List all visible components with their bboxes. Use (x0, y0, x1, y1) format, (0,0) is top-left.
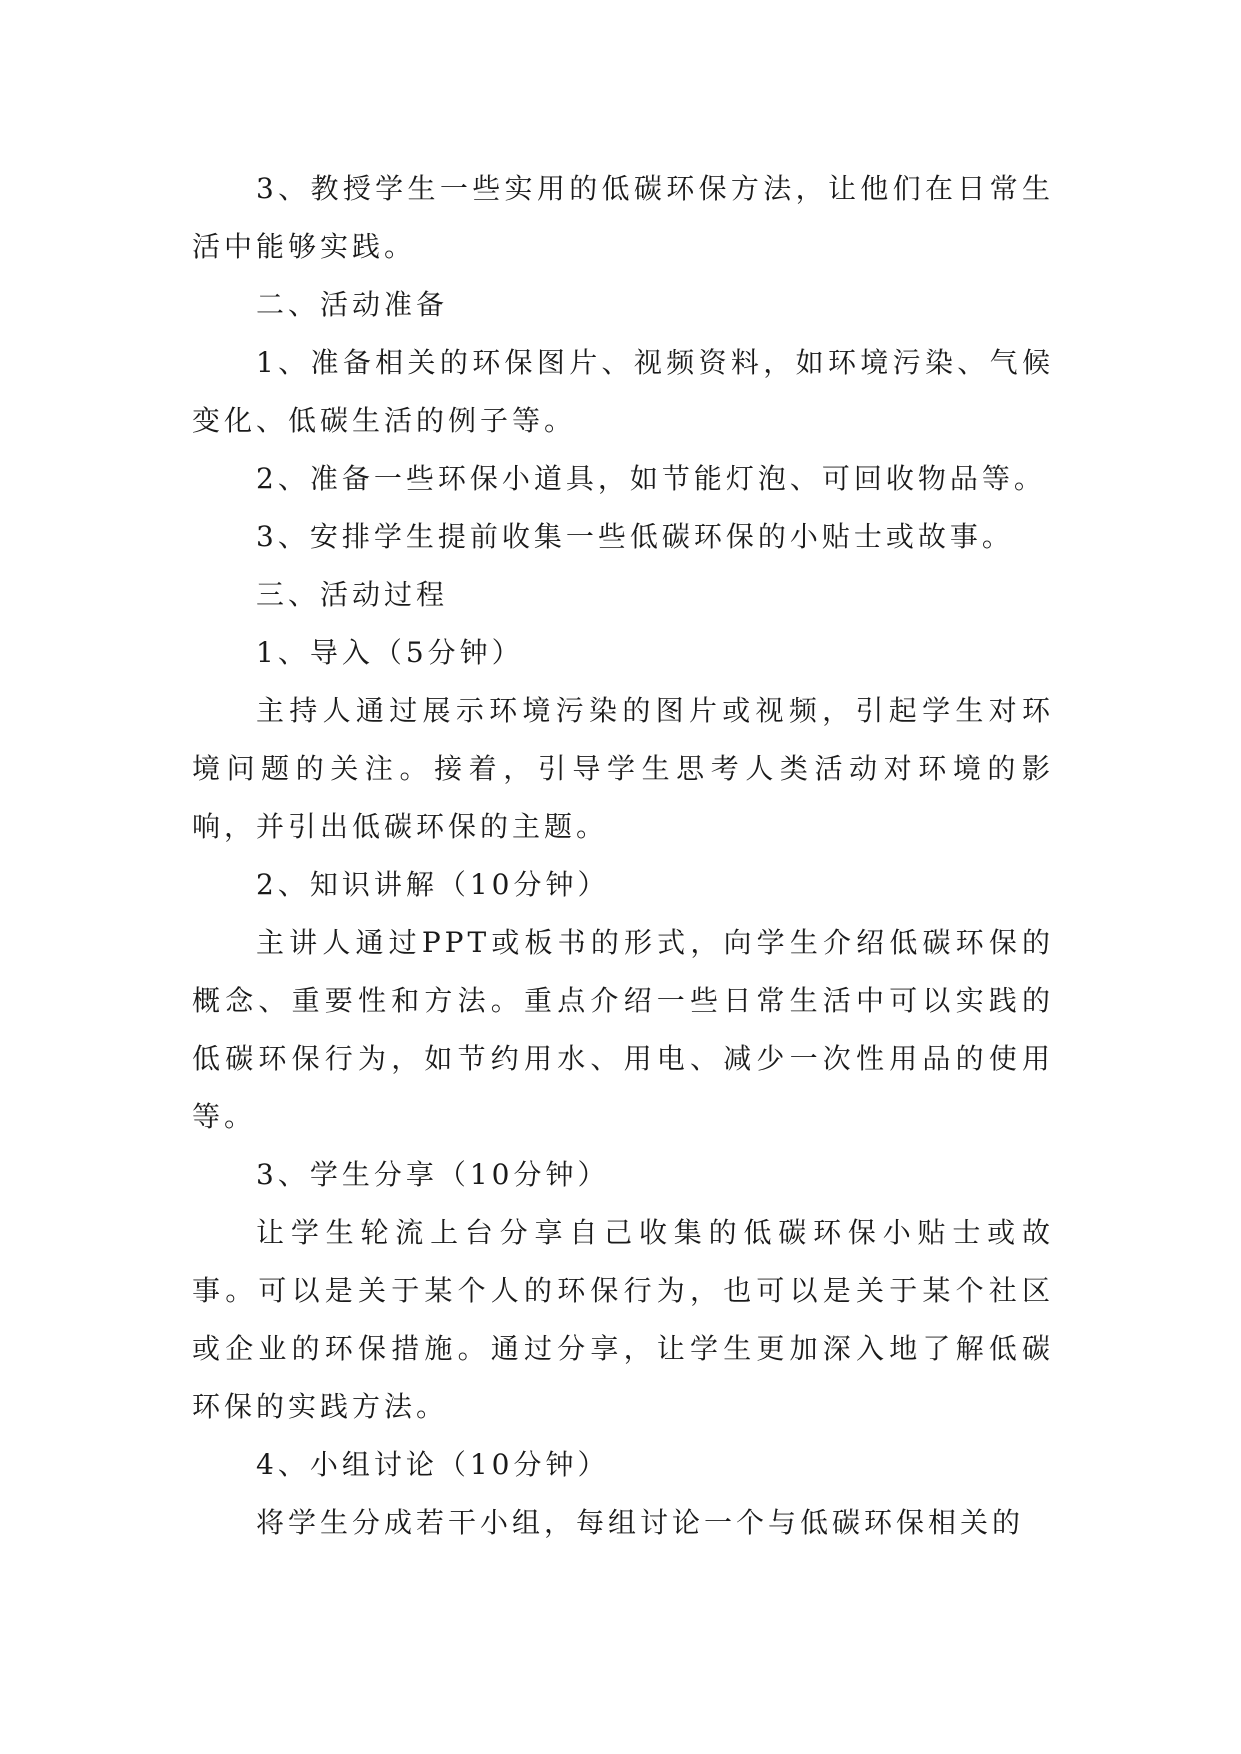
paragraph-prepare-materials: 1、准备相关的环保图片、视频资料，如环境污染、气候变化、低碳生活的例子等。 (192, 346, 1054, 437)
paragraph-student-sharing: 让学生轮流上台分享自己收集的低碳环保小贴士或故事。可以是关于某个人的环保行为，也可以是关于某个社区或企业的环保措施。通过分享，让学生更加深入地了解低碳环保的实践方法。 (192, 1216, 1054, 1423)
subheading-knowledge-explanation: 2、知识讲解（10分钟） (256, 868, 610, 901)
heading-activity-process: 三、活动过程 (256, 578, 449, 611)
subheading-group-discussion: 4、小组讨论（10分钟） (256, 1448, 610, 1481)
paragraph-prepare-props: 2、准备一些环保小道具，如节能灯泡、可回收物品等。 (256, 462, 1046, 495)
document-body (192, 160, 1054, 1552)
paragraph-teach-methods: 3、教授学生一些实用的低碳环保方法，让他们在日常生活中能够实践。 (192, 172, 1054, 263)
paragraph-group-discussion: 将学生分成若干小组，每组讨论一个与低碳环保相关的 (256, 1506, 1025, 1539)
subheading-introduction: 1、导入（5分钟） (256, 636, 524, 669)
paragraph-introduction: 主持人通过展示环境污染的图片或视频，引起学生对环境问题的关注。接着，引导学生思考人类活动对环境的影响，并引出低碳环保的主题。 (192, 694, 1054, 843)
subheading-student-sharing: 3、学生分享（10分钟） (256, 1158, 610, 1191)
paragraph-knowledge-explanation: 主讲人通过PPT或板书的形式，向学生介绍低碳环保的概念、重要性和方法。重点介绍一些日常生活中可以实践的低碳环保行为，如节约用水、用电、减少一次性用品的使用等。 (192, 926, 1054, 1133)
paragraph-collect-tips: 3、安排学生提前收集一些低碳环保的小贴士或故事。 (256, 520, 1014, 553)
heading-activity-preparation: 二、活动准备 (256, 288, 449, 321)
